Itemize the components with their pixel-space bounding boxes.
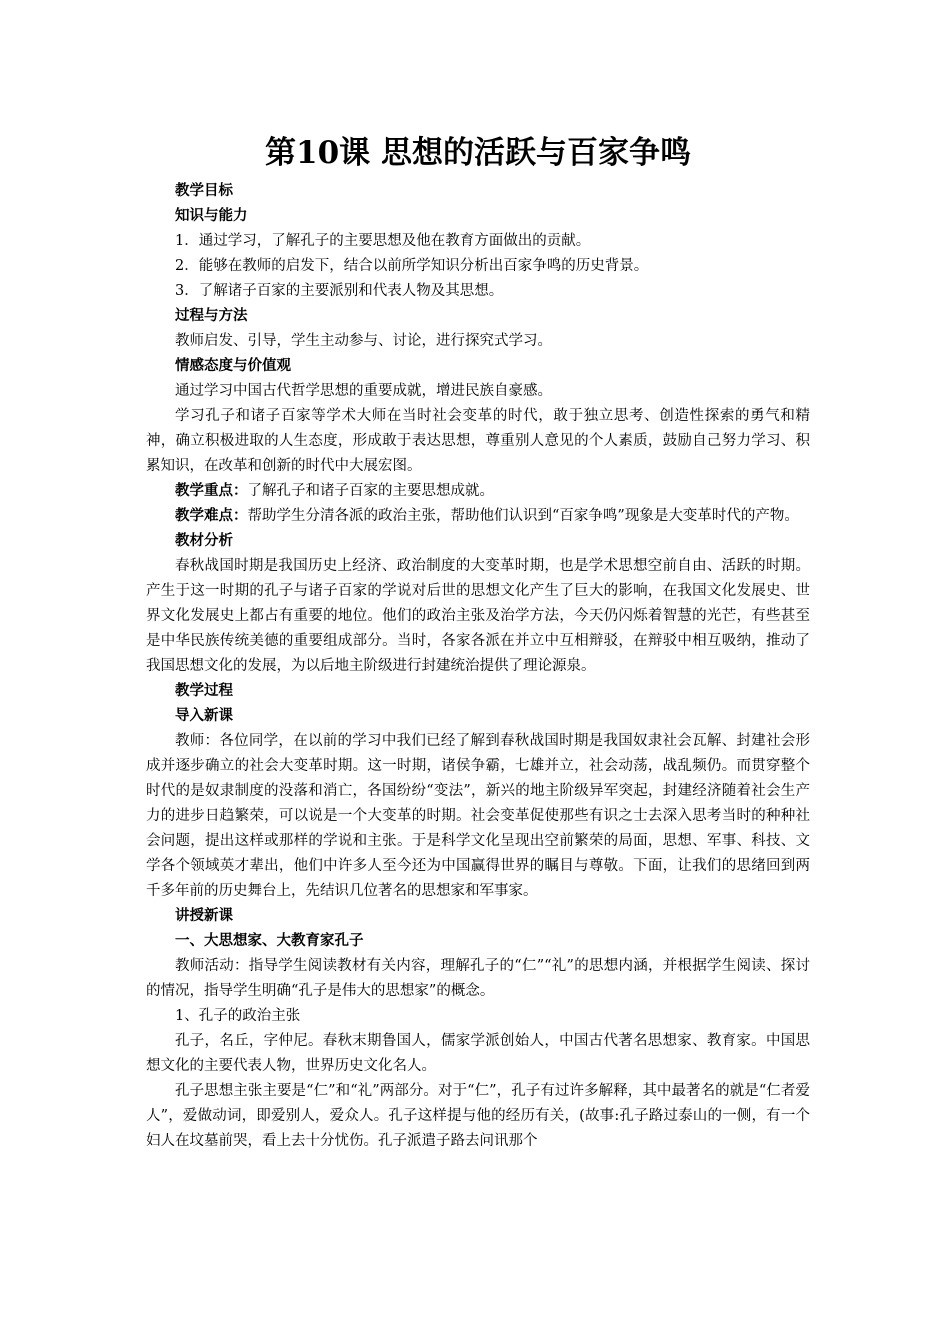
key-point-label: 教学重点： — [175, 483, 248, 499]
objectives-heading: 教学目标 — [175, 183, 233, 199]
lecture-heading: 讲授新课 — [175, 908, 233, 924]
knowledge-item: 2．能够在教师的启发下，结合以前所学知识分析出百家争鸣的历史背景。 — [175, 258, 649, 274]
material-heading: 教材分析 — [175, 533, 233, 549]
difficulty-text: 帮助学生分清各派的政治主张，帮助他们认识到“百家争鸣”现象是大变革时代的产物。 — [247, 508, 799, 524]
subsection-heading: 1、孔子的政治主张 — [175, 1008, 301, 1024]
knowledge-heading: 知识与能力 — [175, 208, 248, 224]
process-heading: 过程与方法 — [175, 308, 248, 324]
page-title: 第10课 思想的活跃与百家争鸣 — [265, 135, 691, 171]
knowledge-item: 3．了解诸子百家的主要派别和代表人物及其思想。 — [175, 283, 504, 299]
confucius-bio-paragraph: 孔子，名丘，字仲尼。春秋末期鲁国人，儒家学派创始人，中国古代著名思想家、教育家。中国思想文化的主要代表人物，世界历史文化名人。 — [146, 1033, 810, 1074]
emotion-text: 通过学习中国古代哲学思想的重要成就，增进民族自豪感。 — [175, 383, 552, 399]
confucius-thought-paragraph: 孔子思想主张主要是“仁”和“礼”两部分。对于“仁”，孔子有过许多解释，其中最著名的就是“仁者爱人”，爱做动词，即爱别人，爱众人。孔子这样提与他的经历有关，(故事:孔子路过泰山的一侧，有一个妇人在坟墓前哭，看上去十分忧伤。孔子派遣子路去问讯那个 — [146, 1083, 810, 1149]
emotion-heading: 情感态度与价值观 — [175, 358, 291, 374]
key-point-text: 了解孔子和诸子百家的主要思想成就。 — [247, 483, 494, 499]
document-body — [146, 130, 810, 1154]
intro-paragraph: 教师：各位同学，在以前的学习中我们已经了解到春秋战国时期是我国奴隶社会瓦解、封建社会形成并逐步确立的社会大变革时期。这一时期，诸侯争霸，七雄并立，社会动荡，战乱频仍。而贯穿整个时代的是奴隶制度的没落和消亡，各国纷纷“变法”，新兴的地主阶级异军突起，封建经济随着社会生产力的进步日趋繁荣，可以说是一个大变革的时期。社会变革促使那些有识之士去深入思考当时的种种社会问题，提出这样或那样的学说和主张。于是科学文化呈现出空前繁荣的局面，思想、军事、科技、文学各个领域英才辈出，他们中许多人至今还为中国赢得世界的瞩目与尊敬。下面，让我们的思绪回到两千多年前的历史舞台上，先结识几位著名的思想家和军事家。 — [146, 733, 810, 899]
difficulty-paragraph — [146, 504, 810, 529]
material-paragraph: 春秋战国时期是我国历史上经济、政治制度的大变革时期，也是学术思想空前自由、活跃的时期。产生于这一时期的孔子与诸子百家的学说对后世的思想文化产生了巨大的影响，在我国文化发展史、世界文化发展史上都占有重要的地位。他们的政治主张及治学方法，今天仍闪烁着智慧的光芒，有些甚至是中华民族传统美德的重要组成部分。当时，各家各派在并立中互相辩驳，在辩驳中相互吸纳，推动了我国思想文化的发展，为以后地主阶级进行封建统治提供了理论源泉。 — [146, 558, 810, 674]
process-text: 教师启发、引导，学生主动参与、讨论，进行探究式学习。 — [175, 333, 552, 349]
emotion-paragraph: 学习孔子和诸子百家等学术大师在当时社会变革的时代，敢于独立思考、创造性探索的勇气和精神，确立积极进取的人生态度，形成敢于表达思想，尊重别人意见的个人素质，鼓励自己努力学习、积累知识，在改革和创新的时代中大展宏图。 — [146, 408, 810, 474]
teaching-process-heading: 教学过程 — [175, 683, 233, 699]
section-heading: 一、大思想家、大教育家孔子 — [175, 933, 364, 949]
key-point-paragraph — [146, 479, 810, 504]
difficulty-label: 教学难点： — [175, 508, 248, 524]
knowledge-item: 1．通过学习，了解孔子的主要思想及他在教育方面做出的贡献。 — [175, 233, 591, 249]
teacher-activity-paragraph: 教师活动：指导学生阅读教材有关内容，理解孔子的“仁”“礼”的思想内涵，并根据学生阅读、探讨的情况，指导学生明确“孔子是伟大的思想家”的概念。 — [146, 958, 810, 999]
intro-heading: 导入新课 — [175, 708, 233, 724]
